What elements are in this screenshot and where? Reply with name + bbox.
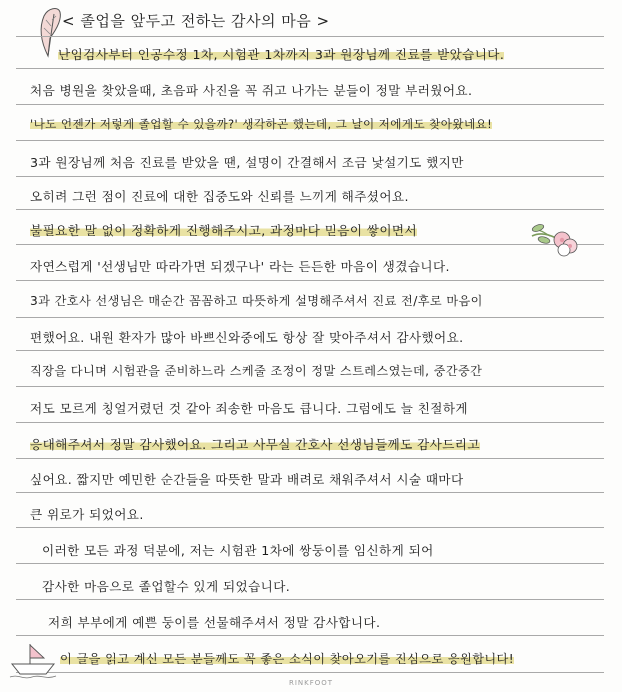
ruled-line: [16, 527, 604, 528]
line-text: 난임검사부터 인공수정 1차, 시험관 1차까지 3과 원장님께 진료를 받았습니다.: [58, 47, 505, 62]
line-text: 싶어요. 짧지만 예민한 순간들을 따뜻한 말과 배려로 채워주셔서 시술 때마다: [30, 472, 464, 487]
line-text: 처음 병원을 찾았을때, 초음파 사진을 꼭 쥐고 나가는 분들이 정말 부러웠어요.: [30, 83, 473, 98]
letter-line: [30, 292, 610, 309]
line-text: 자연스럽게 '선생님만 따라가면 되겠구나' 라는 든든한 마음이 생겼습니다.: [30, 259, 450, 274]
letter-line: [48, 612, 622, 631]
letter-line: [30, 469, 610, 488]
ruled-line: [16, 672, 604, 673]
letter-title: < 졸업을 앞두고 전하는 감사의 마음 >: [62, 12, 330, 30]
ruled-line: [16, 386, 604, 387]
ruled-line: [16, 635, 604, 636]
letter-line: [58, 44, 622, 63]
ruled-line: [16, 176, 604, 177]
paper-boat-icon: [8, 640, 58, 680]
line-text: 3과 원장님께 처음 진료를 받았을 땐, 설명이 간결해서 조금 낯설기도 했지만: [30, 155, 464, 170]
ruled-line: [16, 68, 604, 69]
ruled-line: [16, 458, 604, 459]
line-text: 저희 부부에게 예쁜 둥이를 선물해주셔서 정말 감사합니다.: [48, 615, 381, 630]
letter-line: [30, 504, 610, 523]
letter-line: [30, 362, 610, 379]
line-text: 이러한 모든 과정 덕분에, 저는 시험관 1차에 쌍둥이를 임신하게 되어: [42, 543, 434, 558]
letter-line: [30, 220, 510, 239]
letter-line: [30, 327, 610, 346]
letter-line: [30, 256, 610, 275]
line-text: 큰 위로가 되었어요.: [30, 507, 144, 522]
line-text: 3과 간호사 선생님은 매순간 꼼꼼하고 따뜻하게 설명해주셔서 진료 전/후로 마음이: [30, 294, 483, 308]
line-text: 저도 모르게 칭얼거렸던 것 같아 죄송한 마음도 큽니다. 그럼에도 늘 친절하게: [30, 401, 468, 416]
ruled-line: [16, 244, 604, 245]
letter-line: [30, 398, 610, 417]
line-text: 응대해주셔서 정말 감사했어요. 그리고 사무실 간호사 선생님들께도 감사드리고: [30, 437, 480, 452]
ruled-line: [16, 140, 604, 141]
line-text: 감사한 마음으로 졸업할수 있게 되었습니다.: [42, 579, 291, 594]
letter-line: [30, 116, 610, 132]
line-text: 이 글을 읽고 계신 모든 분들께도 꼭 좋은 소식이 찾아오기를 진심으로 응원합니다!: [60, 652, 515, 666]
letter-line: [42, 576, 622, 595]
ruled-line: [16, 492, 604, 493]
ruled-line: [16, 422, 604, 423]
line-text: '나도 언젠가 저렇게 졸업할 수 있을까?' 생각하곤 했는데, 그 날이 저에게도 찾아왔네요!: [30, 117, 493, 131]
line-text: 직장을 다니며 시험관을 준비하느라 스케줄 조정이 정말 스트레스였는데, 중간중간: [30, 364, 483, 378]
letter-line: [30, 434, 610, 453]
flower-bouquet-icon: [528, 216, 584, 260]
ruled-line: [16, 280, 604, 281]
page-footer: RINKFOOT: [288, 679, 334, 687]
letter-line: [30, 186, 610, 205]
ruled-line: [16, 350, 604, 351]
letter-line: [30, 80, 610, 99]
line-text: 편했어요. 내원 환자가 많아 바쁘신와중에도 항상 잘 맞아주셔서 감사했어요.: [30, 330, 464, 345]
ruled-line: [16, 317, 604, 318]
letter-line: [42, 540, 622, 559]
letter-line: [30, 152, 610, 171]
letter-line: [60, 650, 610, 667]
line-text: 불필요한 말 없이 정확하게 진행해주시고, 과정마다 믿음이 쌓이면서: [30, 223, 418, 238]
line-text: 오히려 그런 점이 진료에 대한 집중도와 신뢰를 느끼게 해주셨어요.: [30, 189, 409, 204]
ruled-line: [16, 36, 604, 37]
ruled-line: [16, 599, 604, 600]
ruled-line: [16, 209, 604, 210]
ruled-line: [16, 104, 604, 105]
ruled-line: [16, 563, 604, 564]
